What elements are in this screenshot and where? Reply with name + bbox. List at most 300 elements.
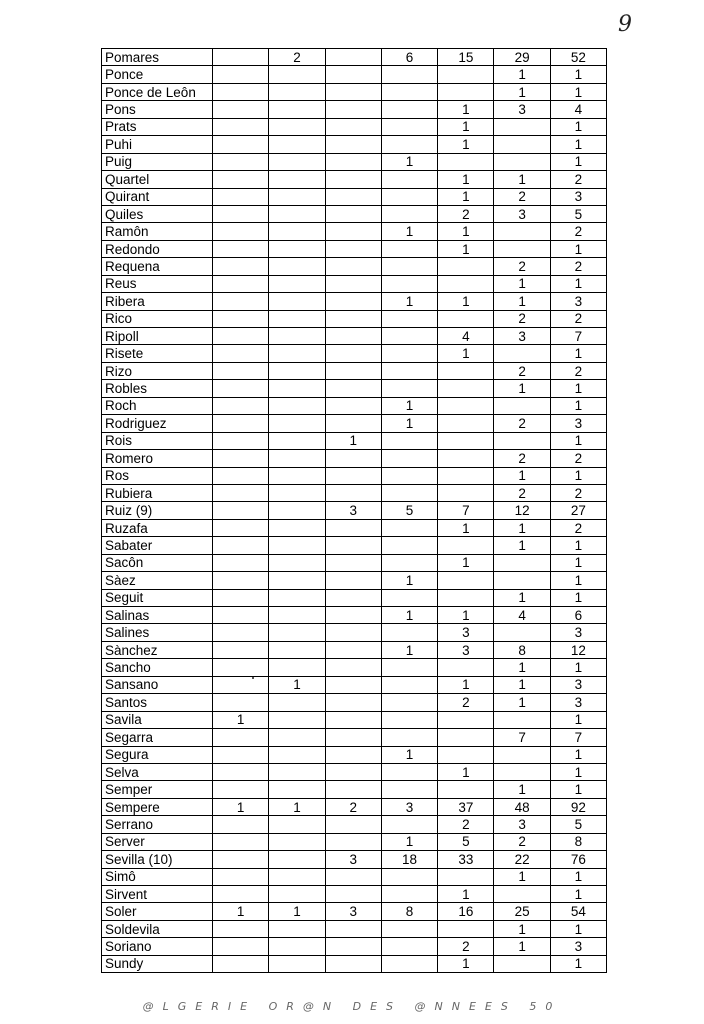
table-row bbox=[102, 49, 607, 66]
count-cell bbox=[381, 484, 437, 501]
count-cell: 6 bbox=[550, 607, 606, 624]
count-cell: 2 bbox=[494, 188, 550, 205]
count-cell bbox=[438, 781, 494, 798]
count-cell bbox=[213, 450, 269, 467]
count-cell: 1 bbox=[494, 938, 550, 955]
count-cell: 1 bbox=[550, 554, 606, 571]
count-cell bbox=[269, 362, 325, 379]
count-cell bbox=[325, 763, 381, 780]
table-row bbox=[102, 607, 607, 624]
count-cell bbox=[269, 258, 325, 275]
count-cell: 1 bbox=[438, 554, 494, 571]
count-cell: 1 bbox=[550, 659, 606, 676]
surname-cell: Ponce de Leôn bbox=[102, 83, 213, 100]
count-cell: 2 bbox=[550, 310, 606, 327]
table-row bbox=[102, 101, 607, 118]
table-row bbox=[102, 641, 607, 658]
count-cell bbox=[381, 118, 437, 135]
count-cell: 5 bbox=[550, 816, 606, 833]
count-cell: 1 bbox=[494, 519, 550, 536]
count-cell: 1 bbox=[325, 432, 381, 449]
count-cell bbox=[269, 519, 325, 536]
count-cell bbox=[269, 380, 325, 397]
count-cell bbox=[325, 345, 381, 362]
count-cell bbox=[269, 415, 325, 432]
count-cell bbox=[438, 258, 494, 275]
count-cell bbox=[269, 83, 325, 100]
surname-cell: Salines bbox=[102, 624, 213, 641]
table-row bbox=[102, 153, 607, 170]
surname-cell: Risete bbox=[102, 345, 213, 362]
count-cell bbox=[325, 694, 381, 711]
count-cell bbox=[381, 920, 437, 937]
surname-cell: Redondo bbox=[102, 240, 213, 257]
count-cell: 1 bbox=[381, 415, 437, 432]
count-cell bbox=[213, 676, 269, 693]
count-cell bbox=[325, 171, 381, 188]
count-cell bbox=[213, 955, 269, 972]
count-cell bbox=[494, 240, 550, 257]
surname-cell: Ribera bbox=[102, 293, 213, 310]
count-cell: 6 bbox=[381, 49, 437, 66]
count-cell: 2 bbox=[494, 362, 550, 379]
table-row bbox=[102, 519, 607, 536]
table-row bbox=[102, 659, 607, 676]
count-cell bbox=[381, 101, 437, 118]
count-cell: 1 bbox=[381, 833, 437, 850]
surname-cell: Ponce bbox=[102, 66, 213, 83]
table-row bbox=[102, 136, 607, 153]
surname-cell: Pomares bbox=[102, 49, 213, 66]
count-cell bbox=[325, 833, 381, 850]
table-row bbox=[102, 694, 607, 711]
table-row bbox=[102, 868, 607, 885]
count-cell bbox=[381, 240, 437, 257]
count-cell: 1 bbox=[494, 275, 550, 292]
count-cell: 12 bbox=[494, 502, 550, 519]
count-cell: 8 bbox=[494, 641, 550, 658]
count-cell: 2 bbox=[550, 223, 606, 240]
count-cell: 1 bbox=[438, 519, 494, 536]
table-row bbox=[102, 537, 607, 554]
count-cell bbox=[213, 694, 269, 711]
table-row bbox=[102, 589, 607, 606]
count-cell bbox=[381, 83, 437, 100]
count-cell bbox=[325, 519, 381, 536]
table-row bbox=[102, 432, 607, 449]
count-cell: 2 bbox=[550, 450, 606, 467]
count-cell: 3 bbox=[494, 205, 550, 222]
table-row bbox=[102, 328, 607, 345]
count-cell: 1 bbox=[550, 868, 606, 885]
count-cell bbox=[269, 328, 325, 345]
surname-cell: Ramôn bbox=[102, 223, 213, 240]
count-cell bbox=[269, 467, 325, 484]
count-cell: 3 bbox=[550, 188, 606, 205]
surname-cell: Sancho bbox=[102, 659, 213, 676]
count-cell bbox=[381, 554, 437, 571]
count-cell bbox=[213, 519, 269, 536]
count-cell bbox=[269, 136, 325, 153]
table-row bbox=[102, 450, 607, 467]
count-cell bbox=[381, 171, 437, 188]
count-cell: 3 bbox=[550, 293, 606, 310]
count-cell bbox=[494, 432, 550, 449]
surname-cell: Serrano bbox=[102, 816, 213, 833]
count-cell: 3 bbox=[381, 798, 437, 815]
count-cell bbox=[325, 938, 381, 955]
count-cell: 2 bbox=[438, 205, 494, 222]
count-cell: 3 bbox=[550, 676, 606, 693]
count-cell bbox=[381, 188, 437, 205]
count-cell bbox=[213, 136, 269, 153]
count-cell bbox=[269, 101, 325, 118]
count-cell bbox=[213, 101, 269, 118]
count-cell bbox=[269, 537, 325, 554]
count-cell bbox=[325, 240, 381, 257]
count-cell bbox=[213, 537, 269, 554]
count-cell: 1 bbox=[494, 920, 550, 937]
count-cell bbox=[269, 223, 325, 240]
surname-cell: Sabater bbox=[102, 537, 213, 554]
count-cell bbox=[438, 380, 494, 397]
count-cell: 1 bbox=[550, 275, 606, 292]
table-row bbox=[102, 362, 607, 379]
table-row bbox=[102, 798, 607, 815]
count-cell bbox=[269, 938, 325, 955]
count-cell bbox=[381, 676, 437, 693]
count-cell bbox=[325, 49, 381, 66]
count-cell bbox=[325, 659, 381, 676]
count-cell: 2 bbox=[494, 833, 550, 850]
count-cell: 1 bbox=[213, 711, 269, 728]
surname-cell: Quiles bbox=[102, 205, 213, 222]
count-cell: 1 bbox=[550, 240, 606, 257]
count-cell: 1 bbox=[550, 153, 606, 170]
count-cell: 1 bbox=[550, 467, 606, 484]
count-cell bbox=[381, 258, 437, 275]
count-cell bbox=[213, 223, 269, 240]
count-cell: 1 bbox=[269, 903, 325, 920]
count-cell bbox=[325, 467, 381, 484]
count-cell bbox=[381, 136, 437, 153]
count-cell bbox=[494, 763, 550, 780]
count-cell bbox=[213, 572, 269, 589]
count-cell bbox=[438, 729, 494, 746]
table-row bbox=[102, 310, 607, 327]
count-cell bbox=[269, 851, 325, 868]
count-cell bbox=[213, 851, 269, 868]
table-row bbox=[102, 955, 607, 972]
count-cell bbox=[438, 362, 494, 379]
count-cell bbox=[269, 153, 325, 170]
count-cell bbox=[269, 205, 325, 222]
count-cell: 2 bbox=[494, 484, 550, 501]
table-row bbox=[102, 118, 607, 135]
count-cell bbox=[494, 397, 550, 414]
count-cell bbox=[438, 589, 494, 606]
surname-cell: Rodriguez bbox=[102, 415, 213, 432]
count-cell bbox=[213, 729, 269, 746]
surname-cell: Simô bbox=[102, 868, 213, 885]
count-cell bbox=[213, 118, 269, 135]
count-cell: 1 bbox=[438, 223, 494, 240]
surname-cell: Ruzafa bbox=[102, 519, 213, 536]
table-row bbox=[102, 66, 607, 83]
count-cell bbox=[494, 223, 550, 240]
count-cell bbox=[494, 624, 550, 641]
count-cell bbox=[269, 694, 325, 711]
count-cell: 1 bbox=[381, 293, 437, 310]
count-cell bbox=[325, 554, 381, 571]
surname-cell: Quartel bbox=[102, 171, 213, 188]
count-cell bbox=[269, 711, 325, 728]
count-cell: 1 bbox=[381, 572, 437, 589]
count-cell bbox=[213, 49, 269, 66]
surname-cell: Rois bbox=[102, 432, 213, 449]
count-cell bbox=[325, 676, 381, 693]
count-cell bbox=[325, 589, 381, 606]
count-cell bbox=[325, 136, 381, 153]
count-cell: 1 bbox=[438, 763, 494, 780]
count-cell: 1 bbox=[494, 781, 550, 798]
count-cell: 29 bbox=[494, 49, 550, 66]
count-cell: 3 bbox=[550, 938, 606, 955]
count-cell bbox=[269, 118, 325, 135]
count-cell: 1 bbox=[550, 136, 606, 153]
surname-cell: Semper bbox=[102, 781, 213, 798]
count-cell bbox=[325, 955, 381, 972]
table-row bbox=[102, 345, 607, 362]
count-cell bbox=[325, 572, 381, 589]
surname-cell: Requena bbox=[102, 258, 213, 275]
count-cell bbox=[381, 432, 437, 449]
count-cell bbox=[213, 171, 269, 188]
count-cell bbox=[325, 450, 381, 467]
count-cell: 1 bbox=[550, 432, 606, 449]
count-cell bbox=[213, 763, 269, 780]
count-cell bbox=[381, 345, 437, 362]
count-cell bbox=[381, 537, 437, 554]
count-cell: 7 bbox=[438, 502, 494, 519]
count-cell: 1 bbox=[550, 886, 606, 903]
count-cell: 5 bbox=[381, 502, 437, 519]
count-cell: 18 bbox=[381, 851, 437, 868]
surname-cell: Ripoll bbox=[102, 328, 213, 345]
surname-cell: Prats bbox=[102, 118, 213, 135]
count-cell: 1 bbox=[438, 101, 494, 118]
count-cell bbox=[494, 955, 550, 972]
count-cell bbox=[269, 484, 325, 501]
count-cell: 2 bbox=[438, 816, 494, 833]
count-cell bbox=[325, 293, 381, 310]
count-cell bbox=[325, 415, 381, 432]
count-cell: 3 bbox=[438, 641, 494, 658]
surname-cell: Ros bbox=[102, 467, 213, 484]
surname-cell: Segura bbox=[102, 746, 213, 763]
count-cell bbox=[381, 694, 437, 711]
count-cell bbox=[325, 380, 381, 397]
table-row bbox=[102, 205, 607, 222]
count-cell bbox=[325, 886, 381, 903]
count-cell bbox=[381, 519, 437, 536]
table-row bbox=[102, 886, 607, 903]
surname-cell: Sundy bbox=[102, 955, 213, 972]
surname-table bbox=[101, 48, 607, 973]
count-cell: 1 bbox=[550, 397, 606, 414]
count-cell bbox=[438, 572, 494, 589]
surname-cell: Soler bbox=[102, 903, 213, 920]
count-cell bbox=[438, 484, 494, 501]
count-cell bbox=[325, 83, 381, 100]
surname-cell: Reus bbox=[102, 275, 213, 292]
count-cell: 1 bbox=[381, 223, 437, 240]
count-cell: 1 bbox=[438, 955, 494, 972]
count-cell: 1 bbox=[438, 188, 494, 205]
count-cell bbox=[213, 153, 269, 170]
table-row bbox=[102, 188, 607, 205]
count-cell: 1 bbox=[550, 83, 606, 100]
surname-cell: Sàez bbox=[102, 572, 213, 589]
count-cell: 1 bbox=[494, 868, 550, 885]
count-cell bbox=[438, 432, 494, 449]
table-row bbox=[102, 554, 607, 571]
count-cell: 1 bbox=[550, 781, 606, 798]
count-cell: 1 bbox=[381, 641, 437, 658]
table-row bbox=[102, 676, 607, 693]
surname-cell: Salinas bbox=[102, 607, 213, 624]
count-cell bbox=[213, 502, 269, 519]
count-cell bbox=[438, 467, 494, 484]
count-cell: 2 bbox=[494, 415, 550, 432]
count-cell: 1 bbox=[213, 903, 269, 920]
count-cell bbox=[213, 397, 269, 414]
count-cell: 3 bbox=[325, 502, 381, 519]
page-number: 9 bbox=[618, 12, 632, 37]
count-cell: 16 bbox=[438, 903, 494, 920]
count-cell: 1 bbox=[438, 118, 494, 135]
surname-cell: Savila bbox=[102, 711, 213, 728]
count-cell bbox=[213, 205, 269, 222]
count-cell bbox=[438, 659, 494, 676]
count-cell bbox=[325, 729, 381, 746]
count-cell bbox=[438, 275, 494, 292]
table-row bbox=[102, 833, 607, 850]
count-cell bbox=[381, 66, 437, 83]
count-cell: 1 bbox=[550, 746, 606, 763]
surname-cell: Segarra bbox=[102, 729, 213, 746]
count-cell: 3 bbox=[325, 851, 381, 868]
surname-cell: Rizo bbox=[102, 362, 213, 379]
count-cell: 76 bbox=[550, 851, 606, 868]
table-row bbox=[102, 223, 607, 240]
count-cell bbox=[494, 572, 550, 589]
count-cell bbox=[381, 763, 437, 780]
count-cell bbox=[438, 415, 494, 432]
count-cell bbox=[325, 275, 381, 292]
count-cell: 1 bbox=[550, 537, 606, 554]
count-cell: 12 bbox=[550, 641, 606, 658]
footer-watermark: @LGERIE OR@N DES @NNEES 50 bbox=[142, 1000, 562, 1013]
count-cell bbox=[381, 886, 437, 903]
count-cell: 2 bbox=[550, 258, 606, 275]
surname-cell: Puhi bbox=[102, 136, 213, 153]
surname-cell: Romero bbox=[102, 450, 213, 467]
count-cell: 1 bbox=[381, 746, 437, 763]
count-cell bbox=[494, 711, 550, 728]
count-cell: 1 bbox=[550, 955, 606, 972]
count-cell: 33 bbox=[438, 851, 494, 868]
surname-cell: Pons bbox=[102, 101, 213, 118]
table-row bbox=[102, 380, 607, 397]
count-cell bbox=[269, 833, 325, 850]
count-cell bbox=[494, 554, 550, 571]
count-cell bbox=[269, 310, 325, 327]
count-cell: 1 bbox=[550, 763, 606, 780]
table-row bbox=[102, 781, 607, 798]
count-cell bbox=[269, 955, 325, 972]
count-cell bbox=[213, 240, 269, 257]
count-cell bbox=[269, 293, 325, 310]
count-cell bbox=[213, 781, 269, 798]
count-cell bbox=[213, 641, 269, 658]
count-cell bbox=[213, 554, 269, 571]
count-cell: 2 bbox=[269, 49, 325, 66]
count-cell: 1 bbox=[550, 118, 606, 135]
count-cell bbox=[269, 345, 325, 362]
count-cell bbox=[269, 607, 325, 624]
surname-cell: Sacôn bbox=[102, 554, 213, 571]
count-cell bbox=[213, 380, 269, 397]
count-cell bbox=[381, 589, 437, 606]
count-cell: 1 bbox=[213, 798, 269, 815]
table-row bbox=[102, 240, 607, 257]
count-cell bbox=[325, 781, 381, 798]
count-cell bbox=[213, 833, 269, 850]
table-row bbox=[102, 397, 607, 414]
count-cell: 22 bbox=[494, 851, 550, 868]
count-cell bbox=[269, 816, 325, 833]
count-cell bbox=[381, 362, 437, 379]
count-cell bbox=[325, 362, 381, 379]
surname-cell: Rico bbox=[102, 310, 213, 327]
count-cell: 54 bbox=[550, 903, 606, 920]
table-row bbox=[102, 275, 607, 292]
count-cell: 25 bbox=[494, 903, 550, 920]
count-cell bbox=[381, 450, 437, 467]
count-cell: 27 bbox=[550, 502, 606, 519]
count-cell: 1 bbox=[494, 537, 550, 554]
count-cell: 1 bbox=[438, 171, 494, 188]
count-cell: 1 bbox=[438, 293, 494, 310]
count-cell: 1 bbox=[381, 153, 437, 170]
count-cell: 1 bbox=[494, 659, 550, 676]
table-row bbox=[102, 293, 607, 310]
count-cell: 37 bbox=[438, 798, 494, 815]
count-cell bbox=[438, 310, 494, 327]
table-row bbox=[102, 258, 607, 275]
count-cell bbox=[325, 868, 381, 885]
count-cell bbox=[269, 781, 325, 798]
count-cell bbox=[325, 641, 381, 658]
count-cell bbox=[438, 868, 494, 885]
count-cell bbox=[381, 955, 437, 972]
count-cell bbox=[269, 659, 325, 676]
count-cell: 1 bbox=[550, 380, 606, 397]
count-cell bbox=[325, 397, 381, 414]
count-cell bbox=[213, 920, 269, 937]
surname-cell: Quirant bbox=[102, 188, 213, 205]
